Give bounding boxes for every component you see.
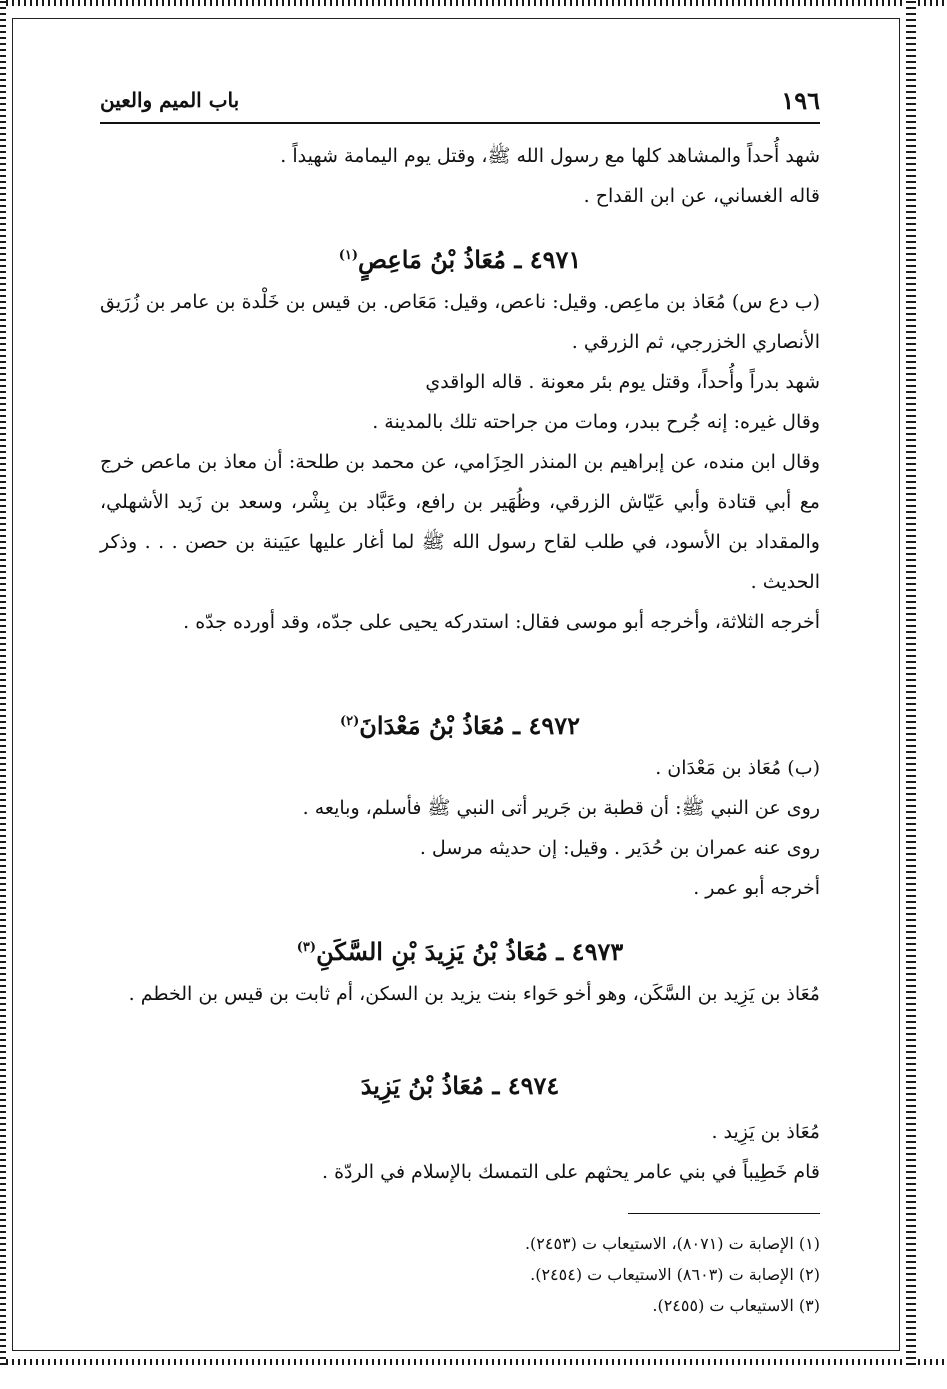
entry-heading-text: ٤٩٧٢ ـ مُعَاذُ بْنُ مَعْدَانَ (359, 711, 581, 740)
entry-body (100, 1112, 820, 1192)
page-number: ١٩٦ (781, 86, 820, 115)
border-top (0, 0, 947, 6)
border-bottom (0, 1359, 947, 1365)
footnote-separator (628, 1213, 820, 1214)
entry-paragraph: (ب) مُعَاذ بن مَعْدَان . (655, 757, 820, 779)
inner-rule-bottom (12, 1350, 900, 1351)
entry-body (100, 748, 820, 908)
entry-paragraph: روى عن النبي ﷺ: أن قطبة بن جَرير أتى النبي ﷺ فأسلم، وبايعه . (302, 797, 820, 819)
footnotes (100, 1228, 820, 1321)
inner-rule-right (899, 18, 900, 1351)
entry-body (100, 974, 820, 1014)
footnote-ref: (٢) (339, 714, 360, 729)
entry-paragraph: مُعَاذ بن يَزِيد . (711, 1121, 820, 1143)
entry-paragraph: شهد بدراً وأُحداً، وقتل يوم بئر معونة . قاله الواقدي (425, 371, 820, 393)
entry-paragraph: وقال ابن منده، عن إبراهيم بن المنذر الحِزَامي، عن محمد بن طلحة: أن معاذ بن ماعص خرج مع أبي قتادة وأبي عَيّاش الزرقي، وظُهَير بن رافع، وعَبَّاد بن بِشْر، وسعد بن زَيد الأشهلي، والمقداد بن الأسود، في طلب لقاح رسول الله ﷺ لما أغار عليها عيَينة بن حصن . . . وذكر الحديث . (100, 451, 820, 593)
running-title: باب الميم والعين (100, 88, 240, 112)
intro-line: قاله الغساني، عن ابن القداح . (583, 185, 820, 207)
entry-heading-text: ٤٩٧٣ ـ مُعَاذُ بْنُ يَزِيدَ بْنِ السَّكَنِ (316, 937, 624, 966)
footnote-item: (١) الإصابة ت (٨٠٧١)، الاستيعاب ت (٢٤٥٣). (524, 1234, 820, 1253)
footnote-ref: (٣) (296, 940, 317, 955)
entry-paragraph: (ب دع س) مُعَاذ بن ماعِص. وقيل: ناعص، وقيل: مَعَاص. بن قيس بن خَلْدة بن عامر بن زُرَيق الأنصاري الخزرجي، ثم الزرقي . (100, 291, 820, 353)
entry-heading-text: ٤٩٧١ ـ مُعَاذُ بْنُ مَاعِصٍ (358, 245, 582, 274)
border-right (906, 0, 916, 1365)
entry-heading (100, 1066, 820, 1106)
entry-body (100, 282, 820, 642)
entry-paragraph: وقال غيره: إنه جُرح ببدر، ومات من جراحته تلك بالمدينة . (372, 411, 820, 433)
entry-paragraph: قام خَطِيباً في بني عامر يحثهم على التمسك بالإسلام في الردّة . (322, 1161, 820, 1183)
page-header (100, 86, 820, 124)
entry-paragraph: أخرجه أبو عمر . (693, 877, 820, 899)
entry-heading (100, 928, 820, 972)
intro-block (100, 136, 820, 216)
entry-heading (100, 702, 820, 746)
entry-paragraph: مُعَاذ بن يَزِيد بن السَّكَن، وهو أخو حَواء بنت يزيد بن السكن، أم ثابت بن قيس بن الخطم . (128, 983, 820, 1005)
entry-heading (100, 236, 820, 280)
footnote-ref: (١) (338, 248, 358, 263)
border-left (0, 0, 6, 1365)
entry-heading-text: ٤٩٧٤ ـ مُعَاذُ بْنُ يَزِيدَ (360, 1071, 560, 1100)
footnote-item: (٢) الإصابة ت (٨٦٠٣) الاستيعاب ت (٢٤٥٤). (530, 1265, 820, 1284)
footnote-item: (٣) الاستيعاب ت (٢٤٥٥). (652, 1296, 820, 1315)
inner-rule-top (12, 18, 900, 19)
entry-paragraph: أخرجه الثلاثة، وأخرجه أبو موسى فقال: استدركه يحيى على جدّه، وقد أورده جدّه . (183, 611, 820, 633)
inner-rule-left (12, 18, 13, 1351)
entry-paragraph: روى عنه عمران بن حُدَير . وقيل: إن حديثه مرسل . (419, 837, 820, 859)
intro-line: شهد أُحداً والمشاهد كلها مع رسول الله ﷺ، وقتل يوم اليمامة شهيداً . (280, 145, 820, 167)
